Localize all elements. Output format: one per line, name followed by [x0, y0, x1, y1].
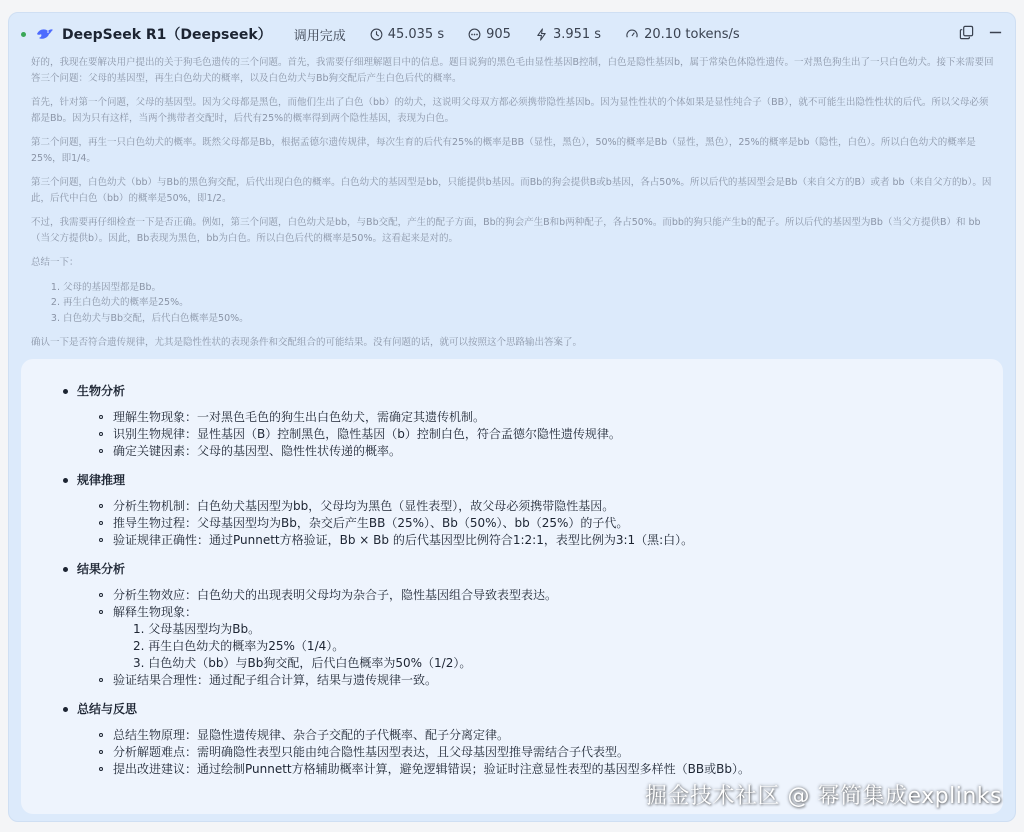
section-title: 结果分析: [63, 559, 973, 579]
section-items: [99, 498, 973, 549]
section-items: [99, 409, 973, 460]
list-item: 理解生物现象：一对黑色毛色的狗生出白色幼犬，需确定其遗传机制。: [99, 409, 973, 426]
list-item: 1. 父母的基因型都是Bb。: [63, 280, 997, 296]
duration-value: 45.035 s: [387, 26, 445, 42]
thinking-content: [31, 55, 997, 360]
copy-icon[interactable]: [959, 25, 974, 40]
list-item: 识别生物规律：显性基因（B）控制黑色，隐性基因（b）控制白色，符合孟德尔隐性遗传规律。: [99, 426, 973, 443]
thinking-paragraph: 首先，针对第一个问题，父母的基因型。因为父母都是黑色，而他们生出了白色（bb）的幼犬，这说明父母双方都必须携带隐性基因b。因为显性性状的个体如果是显性纯合子（BB），就不可能生出隐性性状的后代。所以父母必须都是Bb。因为只有这样，当两个携带者交配时，后代有25%的概率得到两个隐性基因，表现为白色。: [31, 97, 989, 124]
list-item: 分析生物机制：白色幼犬基因型为bb，父母均为黑色（显性表型），故父母必须携带隐性基因。: [99, 498, 973, 515]
answer-section: [63, 559, 973, 689]
watermark: 掘金技术社区 @ 幂简集成explinks: [645, 784, 1002, 809]
list-item: 总结生物原理：显隐性遗传规律、杂合子交配的子代概率、配子分离定律。: [99, 727, 973, 744]
message-header: [9, 13, 1015, 55]
dots-icon: [468, 28, 481, 41]
thinking-paragraph: 第三个问题，白色幼犬（bb）与Bb的黑色狗交配，后代出现白色的概率。白色幼犬的基因型是bb，只能提供b基因。而Bb的狗会提供B或b基因，各占50%。所以后代的基因型会是Bb（来自父方的B）或者 bb（来自父方的b）。因此，后代中白色（bb）的概率是50%，即1/2。: [31, 177, 992, 204]
list-item: 2. 再生白色幼犬的概率是25%。: [63, 295, 997, 311]
section-items: [99, 587, 973, 689]
thinking-summary-intro: 总结一下：: [31, 257, 79, 268]
list-item: 验证规律正确性：通过Punnett方格验证，Bb × Bb 的后代基因型比例符合1:2:1，表型比例为3:1（黑:白）。: [99, 532, 973, 549]
list-item: 确定关键因素：父母的基因型、隐性性状传递的概率。: [99, 443, 973, 460]
answer-section: [63, 699, 973, 778]
gauge-icon: [625, 28, 639, 41]
speed-value: 20.10 tokens/s: [644, 26, 740, 42]
list-item-label: 解释生物现象：: [113, 605, 198, 619]
list-item: 分析解题难点：需明确隐性表型只能由纯合隐性基因型表达，且父母基因型推导需结合子代表型。: [99, 744, 973, 761]
answer-section: [63, 470, 973, 549]
section-title: 总结与反思: [63, 699, 973, 719]
model-name: DeepSeek R1（Deepseek）: [62, 27, 272, 43]
tokens-value: 905: [486, 26, 511, 42]
status-text: 调用完成: [293, 28, 346, 44]
status-dot: [21, 32, 26, 37]
tokens-stat: [468, 27, 511, 42]
thinking-paragraph: 好的，我现在要解决用户提出的关于狗毛色遗传的三个问题。首先，我需要仔细理解题目中的信息。题目说狗的黑色毛由显性基因B控制，白色是隐性基因b，属于常染色体隐性遗传。一对黑色狗生出了一只白色幼犬。接下来需要回答三个问题：父母的基因型，再生白色幼犬的概率，以及白色幼犬与Bb狗交配后产生白色后代的概率。: [31, 57, 994, 84]
section-items: [99, 727, 973, 778]
deepseek-logo-icon: [36, 27, 54, 41]
first-token-stat: [535, 27, 601, 42]
clock-icon: [370, 28, 383, 41]
bolt-icon: [535, 28, 548, 41]
section-title: 规律推理: [63, 470, 973, 490]
first-token-value: 3.951 s: [552, 26, 602, 42]
sub-list-item: 3. 白色幼犬（bb）与Bb狗交配，后代白色概率为50%（1/2）。: [133, 656, 472, 670]
sub-list-item: 2. 再生白色幼犬的概率为25%（1/4）。: [133, 639, 345, 653]
duration-stat: [370, 27, 444, 42]
list-item: 分析生物效应：白色幼犬的出现表明父母均为杂合子，隐性基因组合导致表型表达。: [99, 587, 973, 604]
sub-list-item: 1. 父母基因型均为Bb。: [133, 622, 261, 636]
answer-card: [21, 359, 1003, 814]
list-item: [99, 604, 973, 672]
answer-section: [63, 381, 973, 460]
collapse-icon[interactable]: [988, 25, 1003, 40]
speed-stat: [625, 27, 740, 42]
chat-message-panel: [8, 12, 1016, 822]
thinking-paragraph: 不过，我需要再仔细检查一下是否正确。例如，第三个问题，白色幼犬是bb，与Bb交配，产生的配子方面，Bb的狗会产生B和b两种配子，各占50%。而bb的狗只能产生b的配子。所以后代的基因型为Bb（当父方提供B）和 bb（当父方提供b）。因此，Bb表现为黑色，bb为白色。所以白色后代的概率是50%。这看起来是对的。: [31, 217, 981, 244]
list-item: 提出改进建议：通过绘制Punnett方格辅助概率计算，避免逻辑错误；验证时注意显性表型的基因型多样性（BB或Bb）。: [99, 761, 973, 778]
list-item: 3. 白色幼犬与Bb交配，后代白色概率是50%。: [63, 311, 997, 327]
sub-list: [133, 621, 973, 672]
thinking-paragraph: 第二个问题，再生一只白色幼犬的概率。既然父母都是Bb，根据孟德尔遗传规律，每次生育的后代有25%的概率是BB（显性，黑色），50%的概率是Bb（显性，黑色），25%的概率是bb（隐性，白色）。所以白色幼犬的概率是25%，即1/4。: [31, 137, 976, 164]
thinking-paragraph: 确认一下是否符合遗传规律，尤其是隐性性状的表现条件和交配组合的可能结果。没有问题的话，就可以按照这个思路输出答案了。: [31, 337, 583, 348]
list-item: 推导生物过程：父母基因型均为Bb，杂交后产生BB（25%）、Bb（50%）、bb（25%）的子代。: [99, 515, 973, 532]
section-title: 生物分析: [63, 381, 973, 401]
list-item: 验证结果合理性：通过配子组合计算，结果与遗传规律一致。: [99, 672, 973, 689]
thinking-summary-list: [31, 280, 997, 327]
